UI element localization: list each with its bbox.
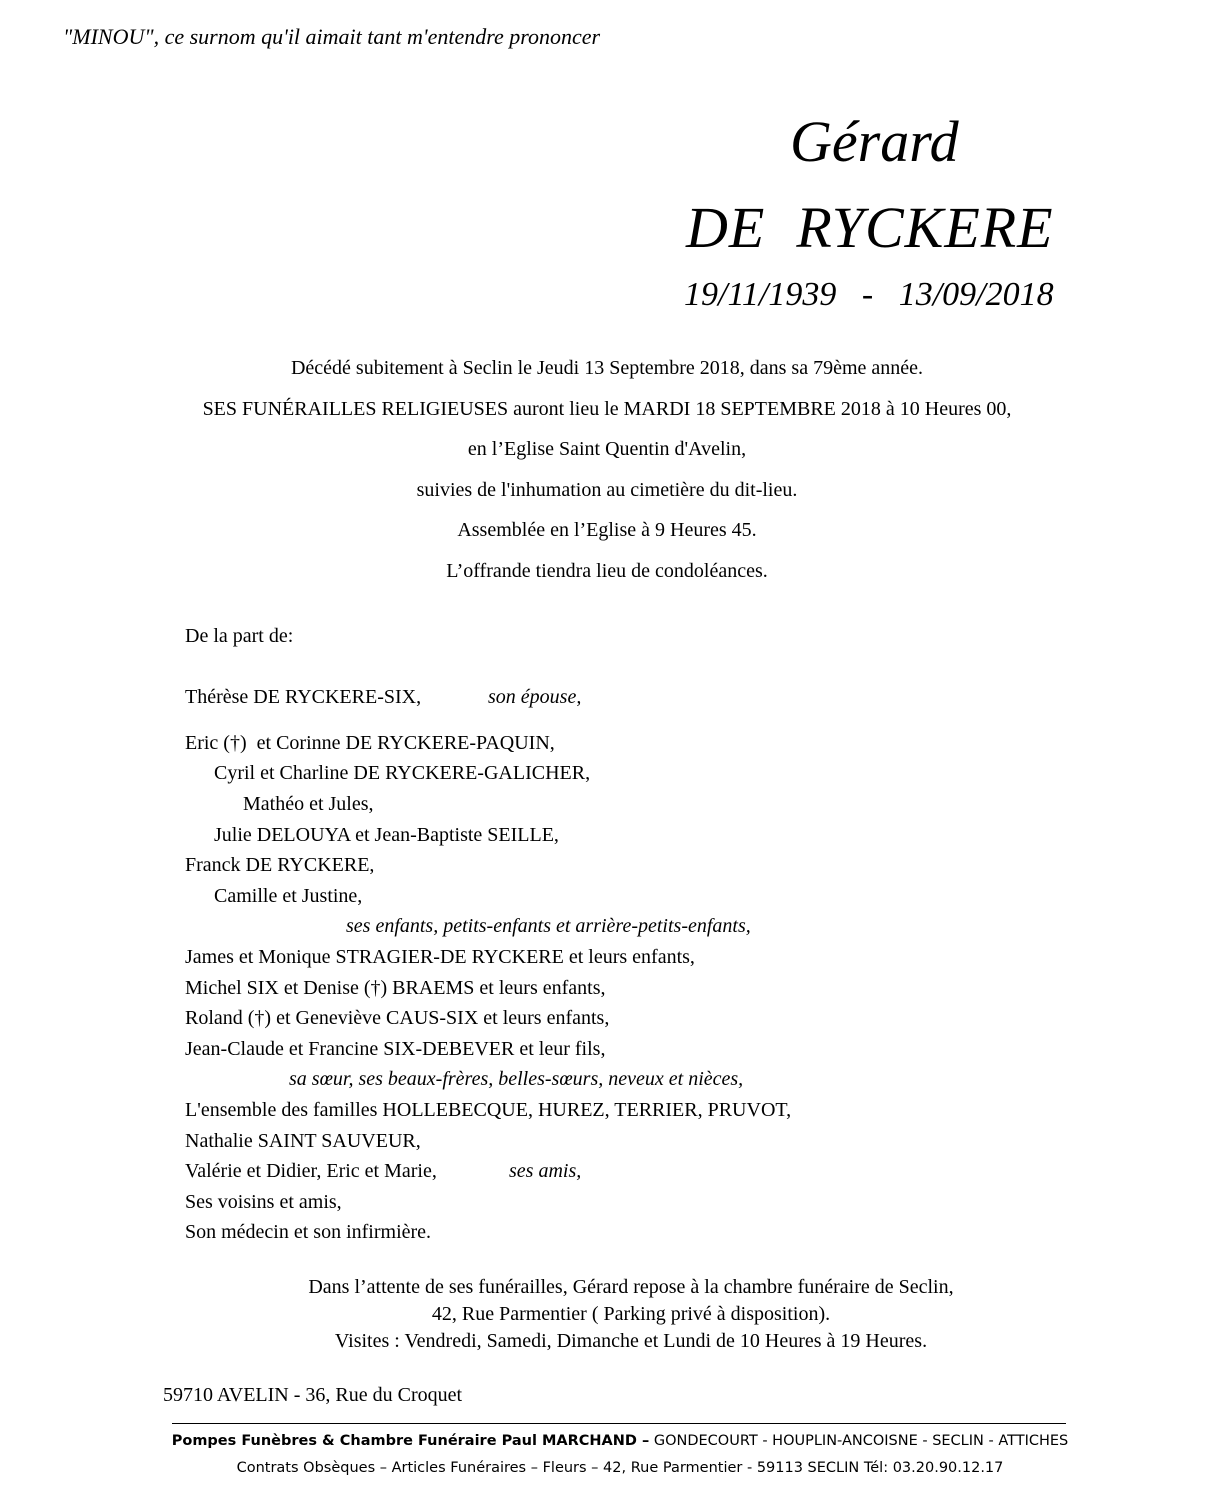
visitation-line: Dans l’attente de ses funérailles, Gérard repose à la chambre funéraire de Seclin, bbox=[308, 1276, 954, 1298]
siblings-role: sa sœur, ses beaux-frères, belles-sœurs, neveux et nièces, bbox=[289, 1068, 744, 1090]
deceased-dates: 19/11/1939 - 13/09/2018 bbox=[684, 276, 1054, 313]
family-line: Michel SIX et Denise (†) BRAEMS et leurs enfants, bbox=[185, 977, 606, 999]
announcement-line: SES FUNÉRAILLES RELIGIEUSES auront lieu le MARDI 18 SEPTEMBRE 2018 à 10 Heures 00, bbox=[202, 398, 1012, 420]
family-line: Mathéo et Jules, bbox=[243, 793, 374, 815]
footer-towns: GONDECOURT - HOUPLIN-ANCOISNE - SECLIN - ATTICHES bbox=[649, 1433, 1069, 1449]
friends-names: Valérie et Didier, Eric et Marie, bbox=[185, 1160, 437, 1182]
announcement-line: Décédé subitement à Seclin le Jeudi 13 Septembre 2018, dans sa 79ème année. bbox=[290, 357, 924, 379]
family-line: L'ensemble des familles HOLLEBECQUE, HUREZ, TERRIER, PRUVOT, bbox=[185, 1099, 792, 1121]
announcement-line: en l’Eglise Saint Quentin d'Avelin, bbox=[467, 438, 747, 460]
family-line: Roland (†) et Geneviève CAUS-SIX et leurs enfants, bbox=[185, 1007, 610, 1029]
footer-company: Pompes Funèbres & Chambre Funéraire Paul MARCHAND – bbox=[171, 1433, 650, 1449]
deceased-first-name: Gérard bbox=[790, 109, 959, 174]
friends-role: ses amis, bbox=[509, 1160, 582, 1182]
family-line: Julie DELOUYA et Jean-Baptiste SEILLE, bbox=[214, 824, 559, 846]
spouse-role: son épouse, bbox=[488, 686, 582, 708]
children-role: ses enfants, petits-enfants et arrière-petits-enfants, bbox=[346, 915, 751, 937]
family-line: Ses voisins et amis, bbox=[185, 1191, 342, 1213]
spouse-name: Thérèse DE RYCKERE-SIX, bbox=[185, 686, 422, 708]
from-label: De la part de: bbox=[185, 625, 294, 647]
footer-line-2: Contrats Obsèques – Articles Funéraires – Fleurs – 42, Rue Parmentier - 59113 SECLIN Tél: 03.20.90.12.17 bbox=[236, 1460, 1004, 1476]
announcement-line: L’offrande tiendra lieu de condoléances. bbox=[446, 560, 768, 582]
family-line: Eric (†) et Corinne DE RYCKERE-PAQUIN, bbox=[185, 732, 555, 754]
announcement-line: suivies de l'inhumation au cimetière du dit-lieu. bbox=[416, 479, 798, 501]
deceased-last-name: DE RYCKERE bbox=[686, 195, 1054, 260]
family-line: James et Monique STRAGIER-DE RYCKERE et leurs enfants, bbox=[185, 946, 695, 968]
family-line: Cyril et Charline DE RYCKERE-GALICHER, bbox=[214, 762, 591, 784]
footer-divider bbox=[172, 1423, 1066, 1424]
announcement-line: Assemblée en l’Eglise à 9 Heures 45. bbox=[457, 519, 757, 541]
epigraph: "MINOU", ce surnom qu'il aimait tant m'entendre prononcer bbox=[63, 24, 601, 49]
family-line: Jean-Claude et Francine SIX-DEBEVER et leur fils, bbox=[185, 1038, 606, 1060]
family-address: 59710 AVELIN - 36, Rue du Croquet bbox=[163, 1384, 463, 1406]
family-line: Camille et Justine, bbox=[214, 885, 363, 907]
visitation-line: Visites : Vendredi, Samedi, Dimanche et Lundi de 10 Heures à 19 Heures. bbox=[334, 1330, 928, 1352]
family-line: Son médecin et son infirmière. bbox=[185, 1221, 432, 1243]
visitation-line: 42, Rue Parmentier ( Parking privé à disposition). bbox=[431, 1303, 831, 1325]
family-line: Nathalie SAINT SAUVEUR, bbox=[185, 1130, 421, 1152]
family-line: Franck DE RYCKERE, bbox=[185, 854, 375, 876]
footer-line-1 bbox=[0, 1433, 1214, 1449]
